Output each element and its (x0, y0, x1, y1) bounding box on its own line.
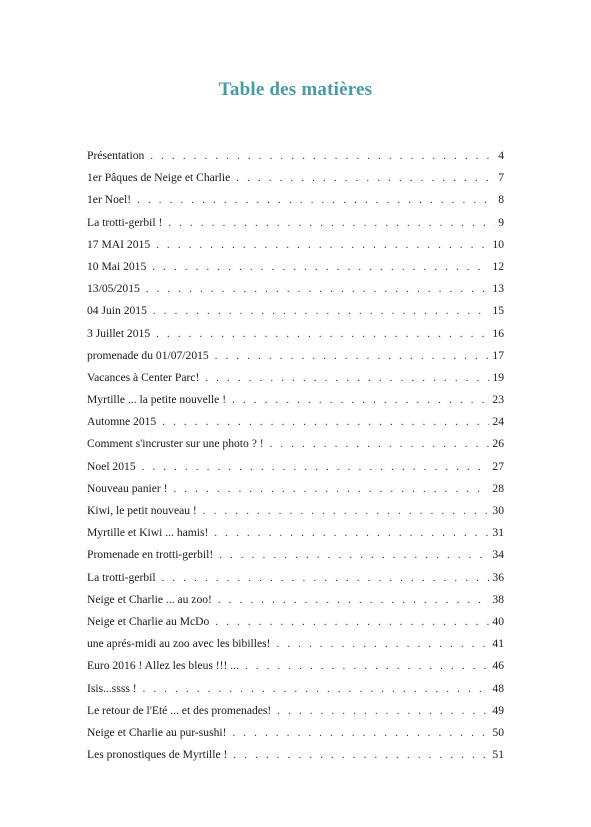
toc-entry[interactable] (87, 633, 504, 655)
toc-dot-leader (156, 235, 489, 257)
toc-entry[interactable] (87, 722, 504, 744)
toc-entry-title: 13/05/2015 (87, 282, 140, 296)
toc-entry-page: 48 (492, 681, 504, 695)
toc-entry[interactable] (87, 700, 504, 722)
toc-entry[interactable] (87, 478, 504, 500)
toc-entry-page: 4 (498, 149, 504, 162)
toc-dot-leader (277, 634, 490, 656)
toc-entry-title: 10 Mai 2015 (87, 259, 147, 273)
toc-entry-title: Myrtille et Kiwi ... hamis! (87, 526, 209, 540)
toc-entry[interactable] (87, 345, 504, 367)
toc-entry-page: 49 (492, 703, 504, 717)
toc-dot-leader (270, 434, 490, 456)
toc-dot-leader (146, 279, 490, 301)
toc-entry-title: Kiwi, le petit nouveau ! (87, 504, 197, 517)
toc-dot-leader (137, 190, 495, 212)
toc-entry-page: 10 (492, 237, 504, 251)
toc-entry[interactable] (87, 167, 504, 189)
toc-entry-title: Présentation (87, 149, 145, 162)
toc-dot-leader (150, 146, 495, 168)
toc-entry-title: une aprés-midi au zoo avec les bibilles! (87, 637, 271, 651)
toc-entry[interactable] (87, 212, 504, 234)
toc-entry-title: Myrtille ... la petite nouvelle ! (87, 393, 227, 407)
toc-dot-leader (214, 523, 489, 545)
toc-dot-leader (233, 723, 490, 745)
toc-entry-page: 9 (498, 215, 504, 229)
toc-entry-page: 34 (492, 548, 504, 562)
toc-dot-leader (156, 324, 489, 346)
toc-entry-title: Isis...ssss ! (87, 681, 137, 695)
toc-entry-title: 04 Juin 2015 (87, 304, 147, 318)
toc-entry[interactable] (87, 589, 504, 611)
toc-entry[interactable] (87, 323, 504, 345)
toc-dot-leader (153, 301, 490, 323)
toc-entry-title: Neige et Charlie au McDo (87, 614, 210, 628)
toc-dot-leader (236, 168, 495, 190)
toc-entry-page: 41 (492, 637, 504, 651)
toc-dot-leader (233, 745, 489, 767)
toc-dot-leader (143, 679, 490, 701)
toc-entry-page: 24 (492, 415, 504, 429)
toc-entry-page: 13 (492, 282, 504, 296)
toc-dot-leader (168, 213, 495, 235)
toc-entry[interactable] (87, 411, 504, 433)
toc-entry-title: Promenade en trotti-gerbil! (87, 548, 214, 562)
toc-entry[interactable] (87, 389, 504, 411)
toc-dot-leader (218, 590, 490, 612)
toc-entry-title: 1er Pâques de Neige et Charlie (87, 171, 231, 185)
toc-entry[interactable] (87, 234, 504, 256)
toc-entry[interactable] (87, 567, 504, 589)
toc-entry-title: Euro 2016 ! Allez les bleus !!! ... (87, 659, 239, 673)
toc-dot-leader (277, 701, 489, 723)
toc-entry[interactable] (87, 611, 504, 633)
toc-entry-page: 16 (492, 326, 504, 340)
toc-entry-title: 17 MAI 2015 (87, 237, 151, 251)
toc-entry-page: 26 (492, 437, 504, 451)
toc-dot-leader (203, 501, 490, 523)
toc-entry-title: Vacances à Center Parc! (87, 370, 200, 384)
toc-entry[interactable] (87, 500, 504, 522)
toc-dot-leader (215, 612, 489, 634)
toc-entry-title: 3 Juillet 2015 (87, 326, 151, 340)
toc-entry-title: 1er Noel! (87, 193, 132, 207)
toc-entry[interactable] (87, 278, 504, 300)
toc-entry[interactable] (87, 433, 504, 455)
toc-entry-title: Nouveau panier ! (87, 481, 168, 495)
toc-entry-page: 50 (492, 725, 504, 739)
page-title: Table des matières (218, 78, 373, 100)
toc-dot-leader (162, 412, 489, 434)
toc-entry[interactable] (87, 544, 504, 566)
toc-entry[interactable] (87, 655, 504, 677)
toc-entry-title: Noel 2015 (87, 459, 136, 473)
toc-entry-page: 30 (492, 504, 504, 517)
toc-entry-page: 7 (498, 171, 504, 185)
toc-entry-title: Le retour de l'Eté ... et des promenades! (87, 703, 272, 717)
toc-entry-page: 40 (492, 614, 504, 628)
toc-entry-page: 23 (492, 393, 504, 407)
toc-entry-page: 36 (492, 570, 504, 584)
toc-entry-page: 27 (492, 459, 504, 473)
toc-entry[interactable] (87, 367, 504, 389)
toc-entry-title: Comment s'incruster sur une photo ? ! (87, 437, 264, 451)
toc-entry-page: 12 (492, 259, 504, 273)
toc-entry[interactable] (87, 678, 504, 700)
toc-entry-title: Les pronostiques de Myrtille ! (87, 748, 228, 762)
toc-entry-title: La trotti-gerbil ! (87, 215, 163, 229)
toc-dot-leader (232, 390, 489, 412)
toc-entry-page: 31 (492, 526, 504, 540)
toc-entry-page: 19 (492, 370, 504, 384)
toc-dot-leader (215, 346, 490, 368)
toc-entry-title: Neige et Charlie ... au zoo! (87, 592, 212, 606)
toc-entry-title: La trotti-gerbil (87, 570, 156, 584)
toc-entry-page: 8 (498, 193, 504, 207)
toc-entry[interactable] (87, 256, 504, 278)
toc-dot-leader (173, 479, 489, 501)
toc-entry-page: 15 (492, 304, 504, 318)
toc-dot-leader (205, 368, 489, 390)
toc-entry-page: 38 (492, 592, 504, 606)
toc-entry-title: Neige et Charlie au pur-sushi! (87, 725, 227, 739)
toc-entry[interactable] (87, 522, 504, 544)
toc-dot-leader (142, 457, 490, 479)
toc-dot-leader (162, 568, 490, 590)
toc-dot-leader (245, 656, 489, 678)
toc-entry[interactable] (87, 145, 504, 167)
toc-entry[interactable] (87, 300, 504, 322)
toc-dot-leader (219, 545, 489, 567)
toc-entry-title: promenade du 01/07/2015 (87, 348, 209, 362)
toc-entry-page: 17 (492, 348, 504, 362)
toc-entry[interactable] (87, 456, 504, 478)
toc-entry-page: 46 (492, 659, 504, 673)
toc-entry[interactable] (87, 744, 504, 766)
toc-dot-leader (152, 257, 489, 279)
toc-entry-page: 28 (492, 481, 504, 495)
toc-entry-page: 51 (492, 748, 504, 762)
toc-entry-title: Automne 2015 (87, 415, 157, 429)
table-of-contents (87, 145, 504, 766)
toc-entry[interactable] (87, 189, 504, 211)
